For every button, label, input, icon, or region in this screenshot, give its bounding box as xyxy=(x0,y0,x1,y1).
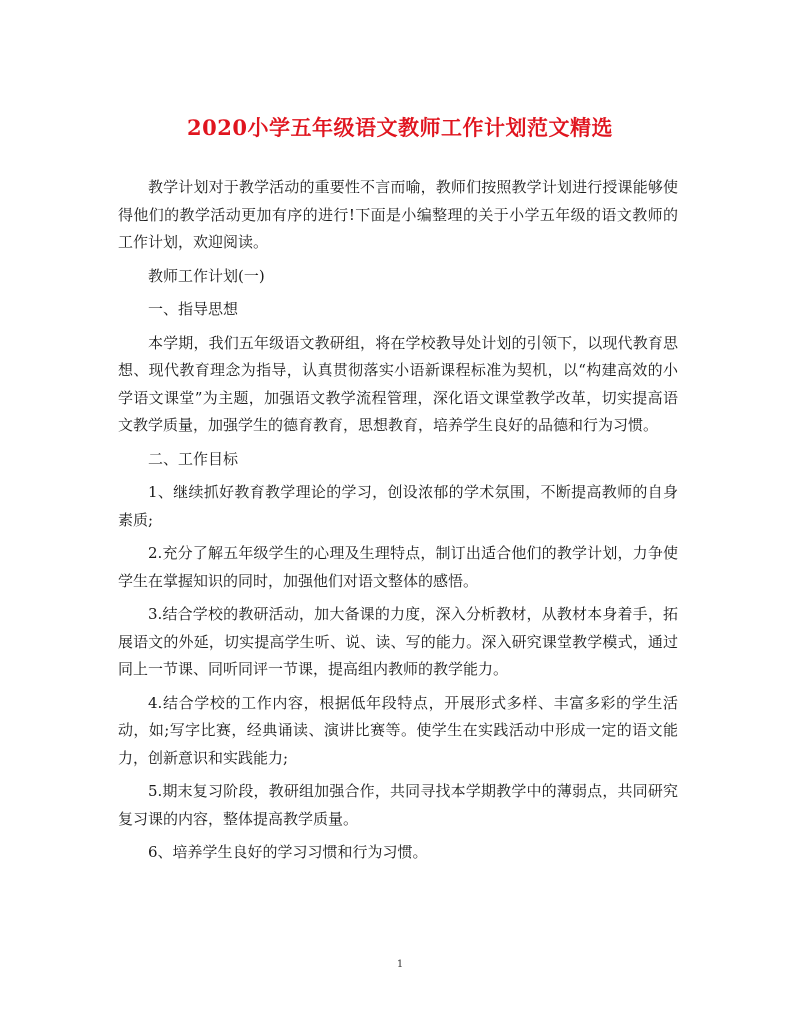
goal-item-5: 5.期末复习阶段，教研组加强合作，共同寻找本学期教学中的薄弱点，共同研究复习课的内容，整体提高教学质量。 xyxy=(118,782,678,828)
section-heading-work-goals: 二、工作目标 xyxy=(148,449,239,468)
page-number: 1 xyxy=(396,959,404,970)
document-body xyxy=(118,174,678,873)
section-heading-plan-one: 教师工作计划(一) xyxy=(148,266,265,285)
paragraph-guiding-ideology: 本学期，我们五年级语文教研组，将在学校教导处计划的引领下，以现代教育思想、现代教育理念为指导，认真贯彻落实小语新课程标准为契机，以“构建高效的小学语文课堂”为主题，加强语文教学流程管理，深化语文课堂教学改革，切实提高语文教学质量，加强学生的德育教育，思想教育，培养学生良好的品德和行为习惯。 xyxy=(118,333,678,434)
document-title: 2020小学五年级语文教师工作计划范文精选 xyxy=(187,115,613,140)
goal-item-1: 1、继续抓好教育教学理论的学习，创设浓郁的学术氛围，不断提高教师的自身素质; xyxy=(118,483,678,529)
paragraph-intro: 教学计划对于教学活动的重要性不言而喻，教师们按照教学计划进行授课能够使得他们的教学活动更加有序的进行!下面是小编整理的关于小学五年级的语文教师的工作计划，欢迎阅读。 xyxy=(118,178,678,251)
section-heading-guiding-ideology: 一、指导思想 xyxy=(148,300,239,318)
goal-item-3: 3.结合学校的教研活动，加大备课的力度，深入分析教材，从教材本身着手，拓展语文的外延，切实提高学生听、说、读、写的能力。深入研究课堂教学模式，通过同上一节课、同听同评一节课，提高组内教师的教学能力。 xyxy=(118,605,678,678)
goal-item-4: 4.结合学校的工作内容，根据低年段特点，开展形式多样、丰富多彩的学生活动，如;写字比赛，经典诵读、演讲比赛等。使学生在实践活动中形成一定的语文能力，创新意识和实践能力; xyxy=(118,693,678,767)
goal-item-6: 6、培养学生良好的学习习惯和行为习惯。 xyxy=(148,843,428,861)
goal-item-2: 2.充分了解五年级学生的心理及生理特点，制订出适合他们的教学计划，力争使学生在掌握知识的同时，加强他们对语文整体的感悟。 xyxy=(118,544,678,590)
